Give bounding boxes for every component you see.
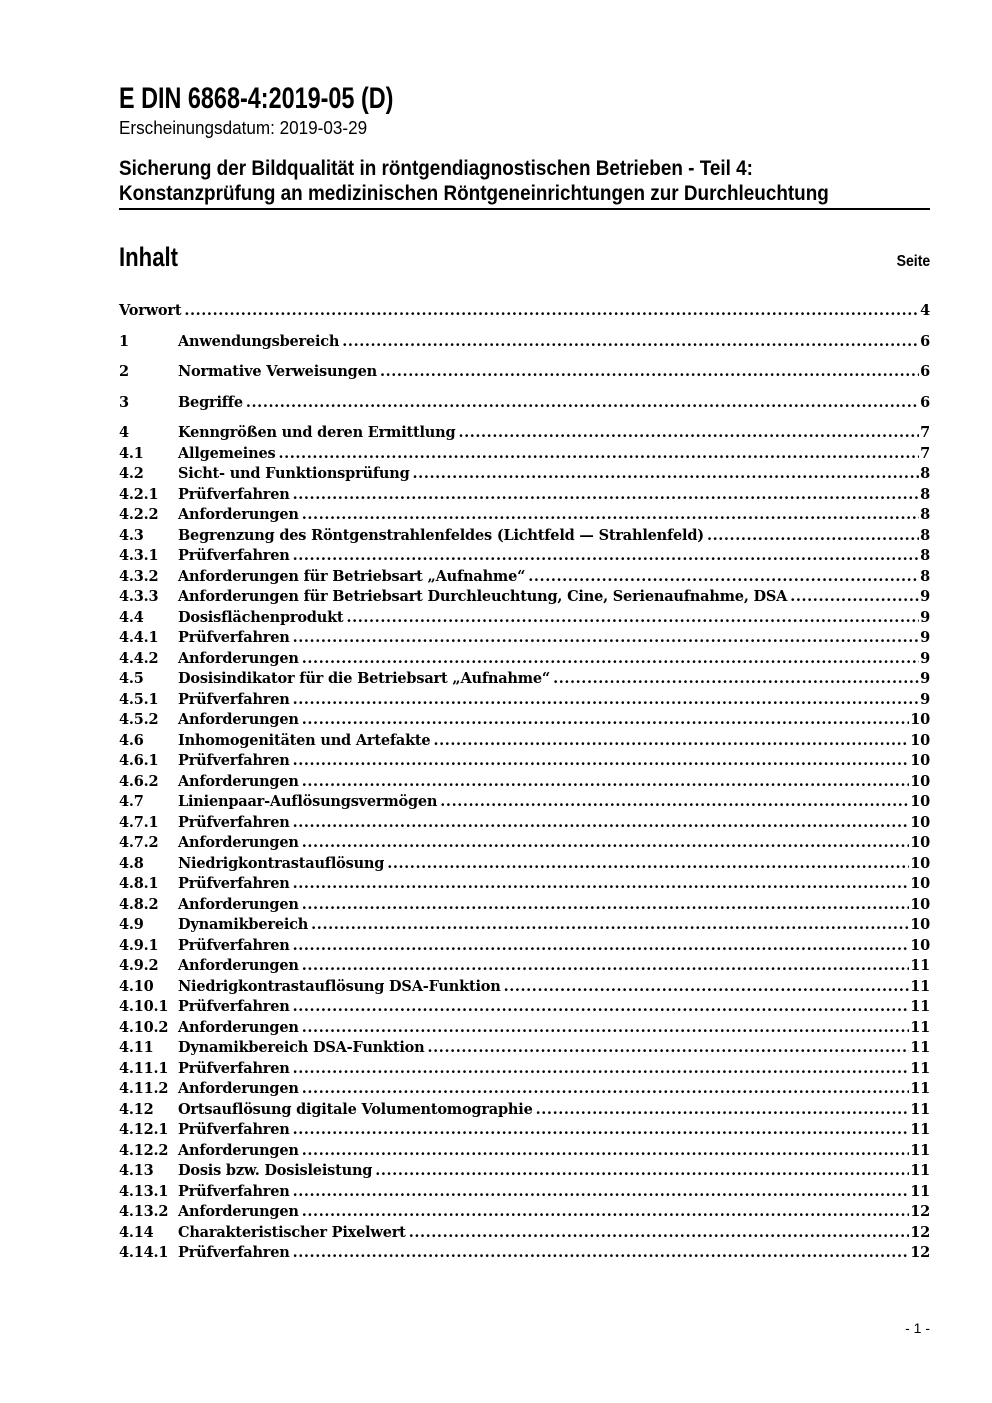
toc-dot-leader: [302, 649, 919, 670]
toc-entry: [119, 997, 930, 1018]
toc-entry-number: 4.2.1: [119, 485, 159, 503]
toc-entry-page: 10: [910, 834, 930, 851]
toc-entry-label: Prüfverfahren: [178, 875, 290, 892]
toc-entry: [119, 1079, 930, 1100]
toc-entry: [119, 1100, 930, 1121]
toc-dot-leader: [528, 567, 919, 588]
toc-entry-page: 11: [910, 1080, 930, 1097]
toc-entry: [119, 1038, 930, 1059]
toc-entry-number: 4.8.1: [119, 875, 159, 892]
toc-entry-number: 4.14.1: [119, 1244, 169, 1261]
toc-entry-label: Dynamikbereich DSA-Funktion: [178, 1039, 425, 1056]
toc-dot-leader: [293, 485, 920, 506]
toc-entry-number: 4.6.2: [119, 772, 159, 790]
toc-entry-number: 4.9.1: [119, 936, 159, 954]
toc-dot-leader: [413, 464, 920, 485]
toc-dot-leader: [790, 587, 919, 608]
toc-entry-number: 4.7.1: [119, 813, 159, 831]
toc-entry-page: 11: [910, 998, 930, 1015]
toc-entry-label: Prüfverfahren: [178, 629, 290, 646]
toc-entry: [119, 546, 930, 567]
toc-dot-leader: [293, 628, 920, 649]
toc-entry-label: Prüfverfahren: [178, 936, 290, 954]
toc-entry-number: 4.11.1: [119, 1059, 169, 1077]
toc-entry: [119, 444, 930, 465]
toc-dot-leader: [293, 1182, 910, 1203]
toc-entry: [119, 1161, 930, 1182]
toc-entry-label: Anforderungen: [178, 1203, 299, 1220]
document-title-line1: Sicherung der Bildqualität in röntgendiagnostischen Betrieben - Teil 4:: [119, 157, 753, 180]
toc-entry-label: Anforderungen für Betriebsart „Aufnahme“: [178, 567, 526, 585]
toc-dot-leader: [536, 1100, 910, 1121]
toc-entry-number: 4.13: [119, 1162, 154, 1179]
toc-entry: [119, 301, 930, 322]
toc-entry: [119, 833, 930, 854]
toc-entry: [119, 393, 930, 414]
toc-entry-page: 9: [920, 649, 930, 667]
toc-entry-page: 10: [910, 711, 930, 728]
toc-entry-number: 4.5.2: [119, 711, 159, 728]
toc-entry-number: 4.9: [119, 916, 144, 933]
toc-entry-label: Niedrigkontrastauflösung DSA-Funktion: [178, 977, 501, 995]
toc-entry: [119, 1202, 930, 1223]
toc-entry-label: Prüfverfahren: [178, 1059, 290, 1077]
toc-entry-page: 11: [910, 1100, 930, 1118]
toc-entry-number: 4.12.2: [119, 1141, 169, 1159]
toc-entry-page: 8: [920, 465, 930, 482]
toc-entry-number: 4.12.1: [119, 1121, 169, 1138]
toc-entry-page: 11: [910, 1182, 930, 1200]
toc-entry: [119, 362, 930, 383]
toc-entry-page: 11: [910, 1059, 930, 1077]
toc-entry-page: 10: [910, 916, 930, 933]
toc-entry-label: Anforderungen: [178, 772, 299, 790]
toc-dot-leader: [302, 505, 919, 526]
toc-entry: [119, 1182, 930, 1203]
toc-entry-label: Anwendungsbereich: [178, 332, 340, 350]
toc-dot-leader: [293, 874, 910, 895]
document-title-line2: Konstanzprüfung an medizinischen Röntgeneinrichtungen zur Durchleuchtung: [119, 182, 829, 205]
toc-entry-number: 4.3.2: [119, 567, 159, 585]
toc-entry-label: Anforderungen: [178, 506, 299, 523]
toc-entry-number: 4.2.2: [119, 506, 159, 523]
toc-entry: [119, 1018, 930, 1039]
toc-dot-leader: [302, 1018, 909, 1039]
toc-entry-label: Allgemeines: [178, 444, 276, 462]
toc-entry: [119, 464, 930, 485]
toc-entry-label: Dynamikbereich: [178, 916, 309, 933]
toc-dot-leader: [293, 1120, 910, 1141]
toc-entry: [119, 936, 930, 957]
toc-entry: [119, 751, 930, 772]
toc-dot-leader: [302, 1202, 909, 1223]
toc-entry-page: 10: [910, 895, 930, 913]
toc-dot-leader: [184, 301, 919, 322]
toc-entry-label: Prüfverfahren: [178, 1121, 290, 1138]
toc-entry-number: 4.9.2: [119, 957, 159, 974]
toc-entry-page: 7: [920, 444, 930, 462]
toc-entry-page: 7: [920, 424, 930, 441]
toc-entry: [119, 567, 930, 588]
toc-entry-label: Anforderungen für Betriebsart Durchleuchtung, Cine, Serienaufnahme, DSA: [178, 588, 788, 605]
toc-dot-leader: [409, 1223, 910, 1244]
toc-entry-label: Begriffe: [178, 393, 243, 411]
toc-entry-label: Anforderungen: [178, 711, 299, 728]
toc-entry-number: 4.13.2: [119, 1203, 169, 1220]
toc-entry-page: 9: [920, 629, 930, 646]
toc-entry-number: 4.14: [119, 1223, 154, 1241]
toc-entry-page: 11: [910, 977, 930, 995]
toc-dot-leader: [375, 1161, 909, 1182]
toc-entry-number: 4.3.3: [119, 588, 159, 605]
toc-entry-label: Prüfverfahren: [178, 547, 290, 564]
document-header: [119, 84, 930, 210]
toc-dot-leader: [440, 792, 909, 813]
toc-entry-label: Ortsauflösung digitale Volumentomographie: [178, 1100, 533, 1118]
toc-entry-page: 8: [920, 485, 930, 503]
toc-dot-leader: [302, 833, 909, 854]
toc-entry-label: Prüfverfahren: [178, 1182, 290, 1200]
toc-dot-leader: [311, 915, 909, 936]
toc-entry-page: 4: [920, 302, 930, 319]
toc-entry-page: 9: [920, 608, 930, 626]
toc-entry-number: 4.7.2: [119, 834, 159, 851]
toc-entry: [119, 792, 930, 813]
toc-entry-label: Anforderungen: [178, 1018, 299, 1036]
toc-entry-page: 11: [910, 1121, 930, 1138]
toc-entry-label: Prüfverfahren: [178, 813, 290, 831]
page-number: - 1 -: [905, 1320, 930, 1336]
document-number: E DIN 6868-4:2019-05 (D): [119, 82, 394, 115]
toc-entry-number: 4.4.1: [119, 629, 159, 646]
toc-entry-label: Linienpaar-Auflösungsvermögen: [178, 793, 438, 810]
toc-entry-number: 4.6: [119, 731, 144, 749]
toc-entry: [119, 874, 930, 895]
toc-entry: [119, 772, 930, 793]
toc-entry-label: Vorwort: [119, 302, 182, 319]
toc-entry-page: 8: [920, 506, 930, 523]
toc-entry-number: 4.8.2: [119, 895, 159, 913]
toc-entry-number: 4.10.1: [119, 998, 169, 1015]
toc-entry-number: 4.5: [119, 670, 144, 687]
toc-entry-page: 10: [910, 813, 930, 831]
toc-entry: [119, 1243, 930, 1264]
toc-entry-number: 4.1: [119, 444, 144, 462]
toc-entry-page: 12: [910, 1223, 930, 1241]
document-title: [119, 156, 930, 210]
toc-dot-leader: [346, 608, 919, 629]
toc-entry: [119, 628, 930, 649]
toc-entry-label: Anforderungen: [178, 1141, 299, 1159]
toc-dot-leader: [278, 444, 919, 465]
toc-dot-leader: [246, 393, 919, 414]
toc-entry-page: 10: [910, 936, 930, 954]
toc-entry-number: 4.4: [119, 608, 144, 626]
toc-entry: [119, 690, 930, 711]
toc-entry-page: 9: [920, 690, 930, 708]
toc-entry-label: Begrenzung des Röntgenstrahlenfeldes (Lichtfeld — Strahlenfeld): [178, 526, 704, 544]
toc-entry: [119, 1059, 930, 1080]
toc-dot-leader: [302, 1079, 909, 1100]
toc-entry-page: 9: [920, 670, 930, 687]
toc-page-column-label: Seite: [896, 253, 930, 270]
toc-entry: [119, 587, 930, 608]
toc-entry: [119, 813, 930, 834]
toc-dot-leader: [293, 751, 910, 772]
toc-entry: [119, 608, 930, 629]
toc-entry: [119, 895, 930, 916]
toc-entry-page: 10: [910, 875, 930, 892]
toc-entry-number: 4.12: [119, 1100, 154, 1118]
toc-entry-number: 4.2: [119, 465, 144, 482]
toc-entry-number: 4.13.1: [119, 1182, 169, 1200]
toc-entry-page: 8: [920, 567, 930, 585]
toc-entry: [119, 1120, 930, 1141]
toc-dot-leader: [433, 731, 909, 752]
toc-entry-label: Sicht- und Funktionsprüfung: [178, 465, 410, 482]
toc-entry-page: 10: [910, 752, 930, 769]
toc-entry: [119, 710, 930, 731]
toc-dot-leader: [428, 1038, 910, 1059]
toc-dot-leader: [342, 332, 919, 353]
toc-entry-label: Prüfverfahren: [178, 752, 290, 769]
toc-entry-number: 4.7: [119, 793, 144, 810]
toc-entry-label: Anforderungen: [178, 1080, 299, 1097]
toc-dot-leader: [293, 690, 920, 711]
toc-entry-page: 10: [910, 854, 930, 872]
toc-entry-label: Prüfverfahren: [178, 485, 290, 503]
toc-entry-label: Anforderungen: [178, 957, 299, 974]
toc-entry-label: Dosisflächenprodukt: [178, 608, 344, 626]
toc-dot-leader: [302, 956, 909, 977]
toc-entry-number: 3: [119, 393, 129, 411]
toc-entry-page: 12: [910, 1203, 930, 1220]
toc-header: [119, 243, 930, 272]
toc-entry-page: 11: [910, 1162, 930, 1179]
toc-dot-leader: [293, 997, 910, 1018]
toc-entry: [119, 332, 930, 353]
toc-dot-leader: [302, 772, 909, 793]
toc-entry-page: 9: [920, 588, 930, 605]
toc-entry-number: 4.10.2: [119, 1018, 169, 1036]
toc-dot-leader: [302, 710, 909, 731]
toc-entry-number: 4.3.1: [119, 547, 159, 564]
toc-heading: Inhalt: [119, 242, 179, 272]
toc-entry: [119, 977, 930, 998]
toc-dot-leader: [380, 362, 919, 383]
toc-entry-page: 8: [920, 526, 930, 544]
toc-dot-leader: [387, 854, 909, 875]
toc-entry-label: Dosisindikator für die Betriebsart „Aufnahme“: [178, 670, 551, 687]
toc-entry: [119, 485, 930, 506]
toc-entry-page: 6: [920, 363, 930, 380]
toc-entry-page: 6: [920, 393, 930, 411]
toc-entry: [119, 526, 930, 547]
toc-entry: [119, 505, 930, 526]
toc-entry: [119, 1141, 930, 1162]
toc-entry-label: Niedrigkontrastauflösung: [178, 854, 385, 872]
toc-entry-number: 1: [119, 332, 129, 350]
toc-entry-page: 11: [910, 1018, 930, 1036]
toc-entry: [119, 731, 930, 752]
toc-entry-number: 4.6.1: [119, 752, 159, 769]
toc-entry-page: 10: [910, 731, 930, 749]
toc-entry-label: Anforderungen: [178, 895, 299, 913]
toc-entry-number: 4.4.2: [119, 649, 159, 667]
toc-entry-number: 4.5.1: [119, 690, 159, 708]
toc-entry-page: 10: [910, 793, 930, 810]
toc-dot-leader: [504, 977, 910, 998]
toc-entry-label: Prüfverfahren: [178, 998, 290, 1015]
toc-entry-label: Charakteristischer Pixelwert: [178, 1223, 406, 1241]
toc-dot-leader: [293, 1059, 910, 1080]
toc-entry: [119, 649, 930, 670]
toc-entry: [119, 1223, 930, 1244]
toc-entry-number: 4.10: [119, 977, 154, 995]
toc-dot-leader: [302, 895, 909, 916]
toc-entry-label: Prüfverfahren: [178, 690, 290, 708]
toc-entry-label: Anforderungen: [178, 834, 299, 851]
toc-entry: [119, 854, 930, 875]
toc-entry-label: Normative Verweisungen: [178, 363, 377, 380]
toc-dot-leader: [293, 546, 920, 567]
toc-list: [119, 301, 930, 1264]
toc-dot-leader: [293, 936, 910, 957]
toc-entry: [119, 915, 930, 936]
toc-entry-label: Prüfverfahren: [178, 1244, 290, 1261]
toc-entry-number: 4: [119, 424, 129, 441]
toc-dot-leader: [458, 423, 919, 444]
toc-entry-label: Anforderungen: [178, 649, 299, 667]
toc-entry-number: 4.3: [119, 526, 144, 544]
toc-entry: [119, 669, 930, 690]
toc-entry-number: 2: [119, 363, 129, 380]
toc-entry-label: Inhomogenitäten und Artefakte: [178, 731, 431, 749]
toc-dot-leader: [553, 669, 919, 690]
toc-entry: [119, 423, 930, 444]
toc-entry-page: 11: [910, 1039, 930, 1056]
toc-entry-number: 4.8: [119, 854, 144, 872]
toc-entry: [119, 956, 930, 977]
toc-dot-leader: [302, 1141, 909, 1162]
publication-date: Erscheinungsdatum: 2019-03-29: [119, 118, 368, 138]
toc-entry-label: Kenngrößen und deren Ermittlung: [178, 424, 456, 441]
toc-entry-page: 11: [910, 957, 930, 974]
toc-entry-label: Dosis bzw. Dosisleistung: [178, 1162, 373, 1179]
toc-entry-page: 8: [920, 547, 930, 564]
toc-entry-page: 11: [910, 1141, 930, 1159]
toc-entry-page: 12: [910, 1244, 930, 1261]
toc-entry-page: 10: [910, 772, 930, 790]
toc-dot-leader: [293, 813, 910, 834]
toc-entry-number: 4.11: [119, 1039, 154, 1056]
toc-entry-page: 6: [920, 332, 930, 350]
toc-dot-leader: [293, 1243, 910, 1264]
toc-dot-leader: [707, 526, 919, 547]
toc-entry-number: 4.11.2: [119, 1080, 169, 1097]
